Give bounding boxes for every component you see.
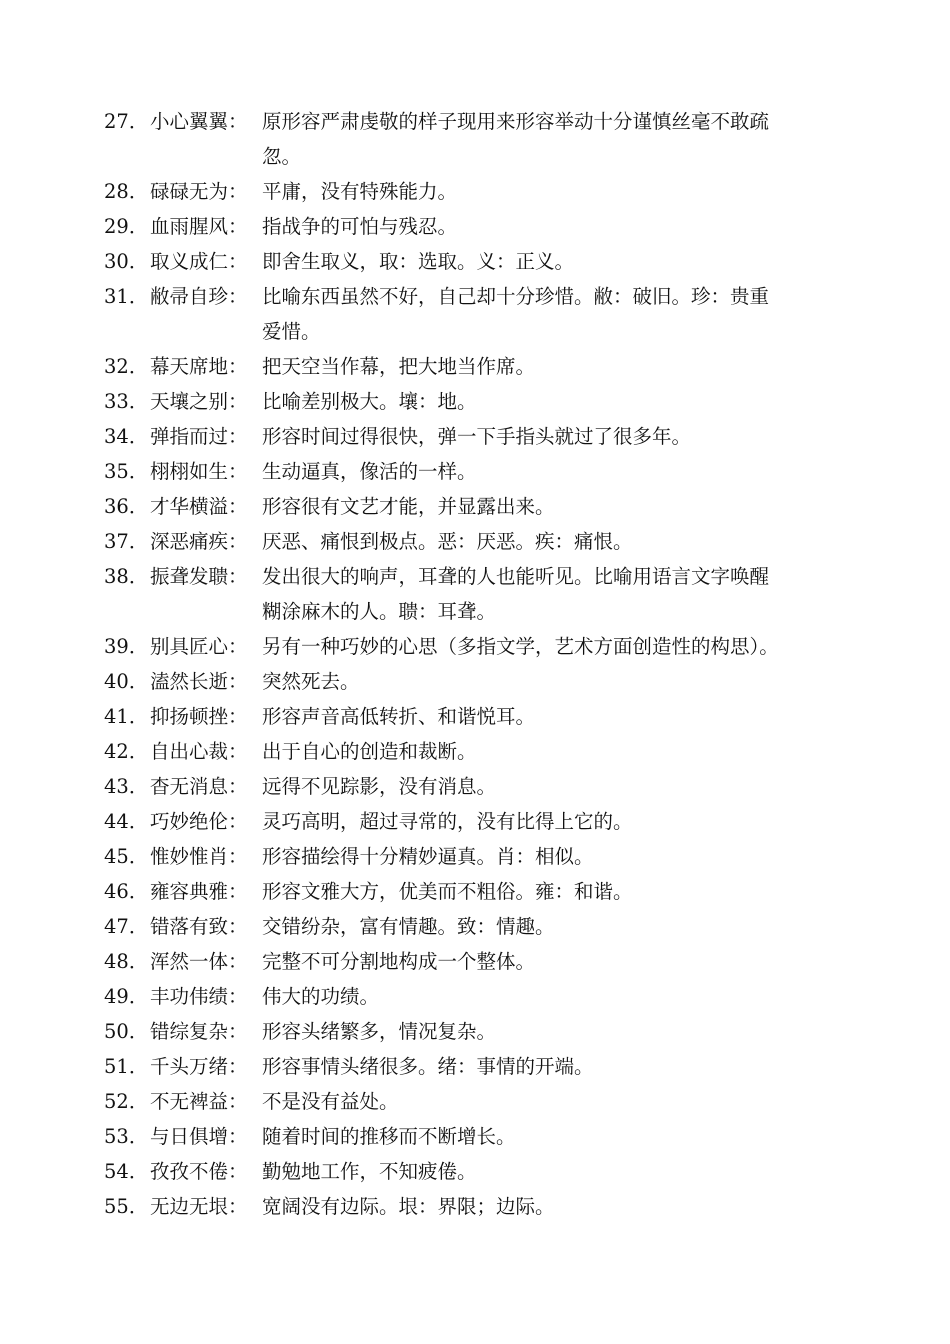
definition-line: 完整不可分割地构成一个整体。 [262, 950, 536, 973]
idiom-definition [262, 804, 852, 839]
idiom-entry [0, 244, 950, 279]
idiom-term: 自出心裁： [150, 740, 248, 763]
definition-line: 形容事情头绪很多。绪：事情的开端。 [262, 1055, 594, 1078]
idiom-definition [262, 909, 852, 944]
definition-line: 厌恶、痛恨到极点。恶：厌恶。疾：痛恨。 [262, 530, 633, 553]
idiom-definition [262, 209, 852, 244]
definition-line: 原形容严肃虔敬的样子现用来形容举动十分谨慎丝毫不敢疏 [262, 110, 770, 133]
entry-number: 43． [104, 775, 149, 798]
idiom-definition [262, 104, 852, 174]
idiom-entry [0, 734, 950, 769]
idiom-term: 不无裨益： [150, 1090, 248, 1113]
idiom-term: 敝帚自珍： [150, 285, 248, 308]
idiom-entry [0, 1014, 950, 1049]
entry-number: 47． [104, 915, 149, 938]
idiom-term: 天壤之别： [150, 390, 248, 413]
idiom-entry [0, 979, 950, 1014]
idiom-term: 取义成仁： [150, 250, 248, 273]
idiom-term: 抑扬顿挫： [150, 705, 248, 728]
definition-line: 随着时间的推移而不断增长。 [262, 1125, 516, 1148]
idiom-term: 小心翼翼： [150, 110, 248, 133]
definition-line: 形容描绘得十分精妙逼真。肖：相似。 [262, 845, 594, 868]
entry-number: 51． [104, 1055, 149, 1078]
idiom-definition [262, 1119, 852, 1154]
entry-number: 41． [104, 705, 149, 728]
idiom-term: 与日俱增： [150, 1125, 248, 1148]
definition-line: 忽。 [262, 145, 302, 168]
idiom-entry [0, 909, 950, 944]
idiom-term: 错综复杂： [150, 1020, 248, 1043]
entry-number: 36． [104, 495, 149, 518]
idiom-definition [262, 1014, 852, 1049]
idiom-term: 浑然一体： [150, 950, 248, 973]
idiom-definition [262, 1154, 852, 1189]
idiom-entry [0, 1189, 950, 1224]
entry-number: 55． [104, 1195, 149, 1218]
idiom-term: 雍容典雅： [150, 880, 248, 903]
idiom-term: 无边无垠： [150, 1195, 248, 1218]
idiom-definition [262, 349, 852, 384]
entry-number: 39． [104, 635, 149, 658]
entry-number: 53． [104, 1125, 149, 1148]
definition-line: 形容声音高低转折、和谐悦耳。 [262, 705, 536, 728]
entry-number: 49． [104, 985, 149, 1008]
idiom-entry [0, 629, 950, 664]
idiom-definition [262, 559, 852, 629]
idiom-definition [262, 734, 852, 769]
entry-number: 48． [104, 950, 149, 973]
idiom-definition [262, 839, 852, 874]
definition-line: 比喻东西虽然不好，自己却十分珍惜。敝：破旧。珍：贵重 [262, 285, 770, 308]
idiom-term: 栩栩如生： [150, 460, 248, 483]
entry-number: 54． [104, 1160, 149, 1183]
definition-line: 把天空当作幕，把大地当作席。 [262, 355, 536, 378]
entry-number: 32． [104, 355, 149, 378]
idiom-term: 才华横溢： [150, 495, 248, 518]
idiom-definition [262, 944, 852, 979]
idiom-entry [0, 664, 950, 699]
idiom-definition [262, 489, 852, 524]
idiom-list [0, 104, 950, 1224]
idiom-entry [0, 349, 950, 384]
idiom-entry [0, 804, 950, 839]
idiom-entry [0, 174, 950, 209]
entry-number: 33． [104, 390, 149, 413]
idiom-term: 惟妙惟肖： [150, 845, 248, 868]
entry-number: 38． [104, 565, 149, 588]
idiom-definition [262, 454, 852, 489]
entry-number: 52． [104, 1090, 149, 1113]
entry-number: 42． [104, 740, 149, 763]
entry-number: 29． [104, 215, 149, 238]
idiom-term: 孜孜不倦： [150, 1160, 248, 1183]
idiom-term: 血雨腥风： [150, 215, 248, 238]
idiom-definition [262, 874, 852, 909]
idiom-definition [262, 1189, 852, 1224]
definition-line: 伟大的功绩。 [262, 985, 380, 1008]
entry-number: 30． [104, 250, 149, 273]
idiom-definition [262, 279, 852, 349]
idiom-entry [0, 944, 950, 979]
idiom-term: 弹指而过： [150, 425, 248, 448]
entry-number: 50． [104, 1020, 149, 1043]
entry-number: 40． [104, 670, 149, 693]
definition-line: 形容头绪繁多，情况复杂。 [262, 1020, 497, 1043]
idiom-definition [262, 1049, 852, 1084]
entry-number: 27． [104, 110, 149, 133]
definition-line: 平庸，没有特殊能力。 [262, 180, 458, 203]
idiom-term: 幕天席地： [150, 355, 248, 378]
entry-number: 37． [104, 530, 149, 553]
definition-line: 爱惜。 [262, 320, 321, 343]
definition-line: 糊涂麻木的人。聩：耳聋。 [262, 600, 497, 623]
idiom-definition [262, 419, 852, 454]
idiom-term: 错落有致： [150, 915, 248, 938]
entry-number: 46． [104, 880, 149, 903]
idiom-definition [262, 244, 852, 279]
definition-line: 出于自心的创造和裁断。 [262, 740, 477, 763]
idiom-term: 溘然长逝： [150, 670, 248, 693]
definition-line: 不是没有益处。 [262, 1090, 399, 1113]
definition-line: 发出很大的响声，耳聋的人也能听见。比喻用语言文字唤醒 [262, 565, 770, 588]
idiom-term: 振聋发聩： [150, 565, 248, 588]
idiom-entry [0, 454, 950, 489]
idiom-entry [0, 1049, 950, 1084]
idiom-definition [262, 664, 852, 699]
definition-line: 灵巧高明，超过寻常的，没有比得上它的。 [262, 810, 633, 833]
idiom-entry [0, 419, 950, 454]
definition-line: 即舍生取义，取：选取。义：正义。 [262, 250, 575, 273]
idiom-definition [262, 629, 852, 664]
idiom-entry [0, 769, 950, 804]
definition-line: 形容时间过得很快，弹一下手指头就过了很多年。 [262, 425, 692, 448]
idiom-entry [0, 384, 950, 419]
definition-line: 形容文雅大方，优美而不粗俗。雍：和谐。 [262, 880, 633, 903]
definition-line: 宽阔没有边际。垠：界限；边际。 [262, 1195, 555, 1218]
idiom-entry [0, 489, 950, 524]
definition-line: 比喻差别极大。壤：地。 [262, 390, 477, 413]
idiom-definition [262, 174, 852, 209]
idiom-term: 千头万绪： [150, 1055, 248, 1078]
entry-number: 44． [104, 810, 149, 833]
definition-line: 另有一种巧妙的心思（多指文学，艺术方面创造性的构思）。 [262, 635, 779, 658]
idiom-definition [262, 384, 852, 419]
idiom-term: 杳无消息： [150, 775, 248, 798]
idiom-term: 巧妙绝伦： [150, 810, 248, 833]
definition-line: 指战争的可怕与残忍。 [262, 215, 458, 238]
definition-line: 生动逼真，像活的一样。 [262, 460, 477, 483]
idiom-definition [262, 979, 852, 1014]
idiom-entry [0, 699, 950, 734]
idiom-term: 深恶痛疾： [150, 530, 248, 553]
entry-number: 45． [104, 845, 149, 868]
idiom-term: 丰功伟绩： [150, 985, 248, 1008]
entry-number: 28． [104, 180, 149, 203]
idiom-entry [0, 1119, 950, 1154]
definition-line: 突然死去。 [262, 670, 360, 693]
idiom-entry [0, 839, 950, 874]
entry-number: 34． [104, 425, 149, 448]
idiom-definition [262, 1084, 852, 1119]
idiom-entry [0, 279, 950, 349]
definition-line: 交错纷杂，富有情趣。致：情趣。 [262, 915, 555, 938]
idiom-definition [262, 769, 852, 804]
idiom-entry [0, 559, 950, 629]
idiom-entry [0, 104, 950, 174]
idiom-definition [262, 524, 852, 559]
idiom-entry [0, 874, 950, 909]
idiom-entry [0, 524, 950, 559]
idiom-term: 别具匠心： [150, 635, 248, 658]
entry-number: 31． [104, 285, 149, 308]
definition-line: 勤勉地工作，不知疲倦。 [262, 1160, 477, 1183]
entry-number: 35． [104, 460, 149, 483]
idiom-entry [0, 209, 950, 244]
idiom-entry [0, 1084, 950, 1119]
idiom-term: 碌碌无为： [150, 180, 248, 203]
idiom-entry [0, 1154, 950, 1189]
definition-line: 形容很有文艺才能，并显露出来。 [262, 495, 555, 518]
definition-line: 远得不见踪影，没有消息。 [262, 775, 497, 798]
idiom-definition [262, 699, 852, 734]
